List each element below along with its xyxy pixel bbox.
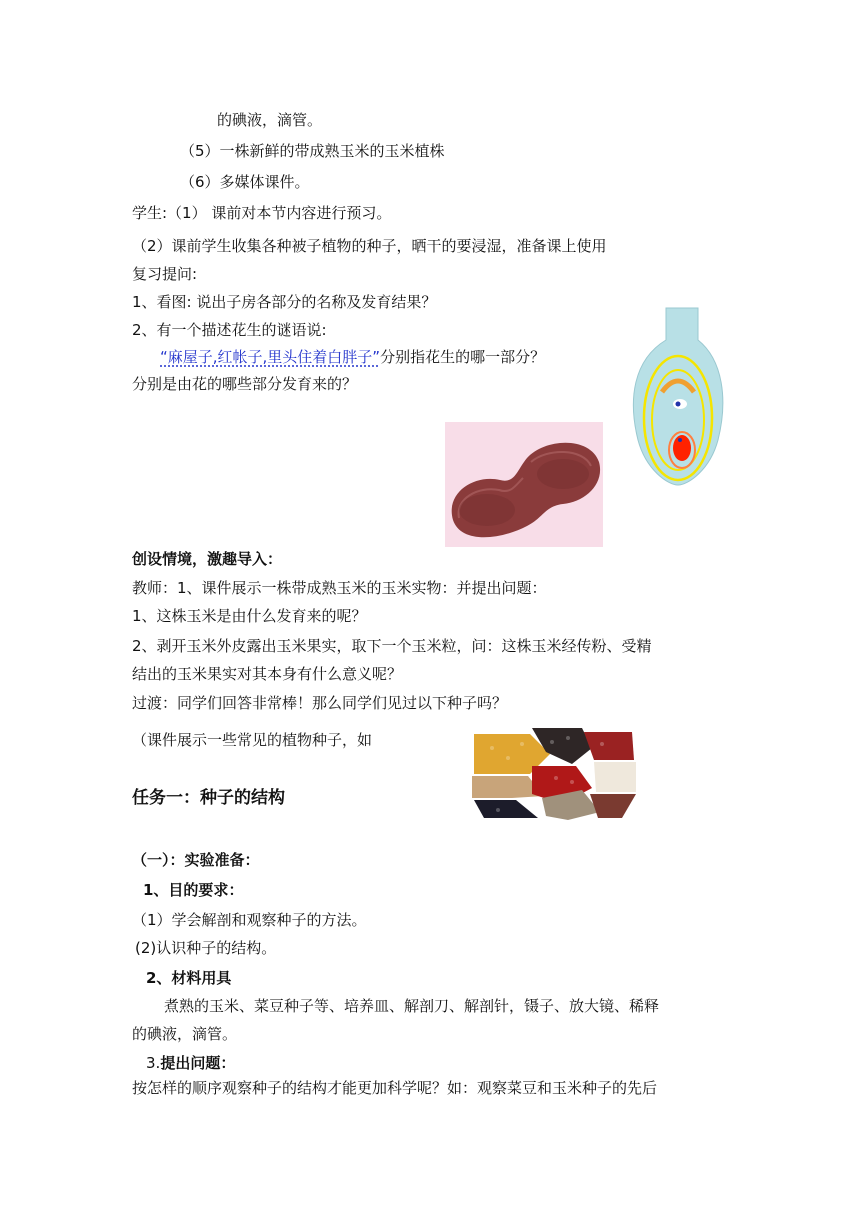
text-line: 学生:（1） 课前对本节内容进行预习。 [132, 204, 392, 222]
text-line: 的碘液，滴管。 [132, 1025, 238, 1043]
text-line: 2、有一个描述花生的谜语说: [132, 321, 327, 339]
text-line: 结出的玉米果实对其本身有什么意义呢？ [132, 665, 403, 683]
text-line: （6）多媒体课件。 [180, 173, 310, 191]
text-line: 按怎样的顺序观察种子的结构才能更加科学呢？如：观察菜豆和玉米种子的先后 [132, 1079, 658, 1097]
text-line: 分别是由花的哪些部分发育来的？ [132, 375, 358, 393]
subsection-heading [146, 1053, 235, 1073]
subsection-heading: 2、材料用具 [146, 969, 232, 987]
text-line: 1、这株玉米是由什么发育来的呢？ [132, 607, 367, 625]
subsection-heading: （一）：实验准备： [132, 851, 260, 869]
text-line: 2、剥开玉米外皮露出玉米果实，取下一个玉米粒，问：这株玉米经传粉、受精 [132, 637, 652, 655]
peanut-photo [445, 422, 603, 547]
section-heading: 任务一：种子的结构 [132, 788, 285, 808]
seeds-collage [472, 718, 638, 822]
text-line: （1）学会解剖和观察种子的方法。 [132, 911, 367, 929]
heading-number: 3. [146, 1054, 161, 1072]
riddle-question: 分别指花生的哪一部分？ [380, 348, 546, 366]
text-line: （课件展示一些常见的植物种子，如 [132, 731, 373, 749]
text-line: （5）一株新鲜的带成熟玉米的玉米植株 [180, 142, 445, 160]
section-heading: 创设情境，激趣导入： [132, 550, 283, 568]
ovary-diagram [628, 300, 728, 490]
riddle-line [160, 347, 545, 367]
text-line: (2)认识种子的结构。 [135, 939, 277, 957]
text-line: 的碘液，滴管。 [217, 111, 323, 129]
text-line: 复习提问: [132, 265, 198, 283]
heading-text: 提出问题： [160, 1054, 236, 1072]
text-line: 过渡：同学们回答非常棒！那么同学们见过以下种子吗？ [132, 694, 508, 712]
text-line: 煮熟的玉米、菜豆种子等、培养皿、解剖刀、解剖针，镊子、放大镜、稀释 [164, 997, 660, 1015]
subsection-heading: 1、目的要求： [143, 881, 244, 899]
text-line: 教师：1、课件展示一株带成熟玉米的玉米实物：并提出问题： [132, 579, 547, 597]
text-line: 1、看图: 说出子房各部分的名称及发育结果？ [132, 293, 437, 311]
text-line: （2）课前学生收集各种被子植物的种子，晒干的要浸湿，准备课上使用 [132, 237, 607, 255]
riddle-quote: “麻屋子,红帐子,里头住着白胖子” [160, 348, 381, 366]
